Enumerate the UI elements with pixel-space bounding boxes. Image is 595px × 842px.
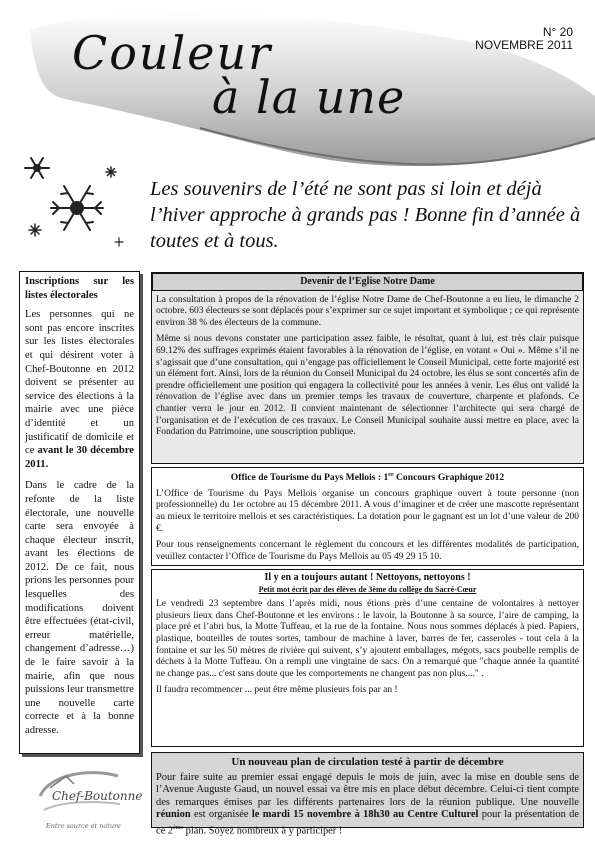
sidebar-paragraph-1 (25, 308, 134, 471)
article-church (151, 272, 584, 464)
article-tourism-paragraph-1: L’Office de Tourisme du Pays Mellois organise un concours graphique ouvert à toute personne (non professionnelle) du 1er octobre au 15 décembre 2011. A vous d’imaginer et de créer une mascotte représentant au mieux le territoire mellois et ses caractéristiques. La dotation pour le gagnant est un lot d’une valeur de 200 €. (156, 488, 579, 534)
sidebar-deadline: avant le 30 décembre 2011. (25, 445, 134, 470)
logo-tagline: Entre source et nature (46, 822, 121, 830)
sidebar-electoral-box (19, 271, 140, 754)
article-cleanup-subtitle: Petit mot écrit par des élèves de 3ème du collège du Sacré-Cœur (258, 584, 477, 594)
article-traffic-text-d: plan. Soyez nombreux à y participer ! (183, 825, 343, 837)
article-traffic-text-a: Pour faire suite au premier essai engagé depuis le mois de juin, avec la mise en double sens de l’Avenue Auguste Gaud, un nouvel essai va être mis en place début décembre. Celui-ci tient compte des remarques émises par les différents partenaires lors de la réunion publique. Une nouvelle (156, 771, 579, 808)
article-cleanup-title: Il y en a toujours autant ! Nettoyons, nettoyons ! (264, 572, 471, 583)
article-traffic-text-b: est organisée (190, 809, 252, 821)
sidebar-paragraph-1-text: Les personnes qui ne sont pas encore inscrites sur les listes électorales et qui désirent voter à Chef-Boutonne en 2012 doivent se présenter au service des élections à la mairie avec une pièce d’identité et un justificatif de domicile et ce (25, 309, 134, 457)
article-traffic-paragraph (156, 772, 579, 838)
masthead-title-line1: Couleur (72, 26, 273, 80)
sidebar-title: Inscriptions sur les listes électorales (25, 276, 134, 301)
issue-number: N° 20 (542, 25, 573, 39)
article-traffic-plan (151, 752, 584, 837)
article-traffic-bold-a: réunion (156, 809, 191, 821)
article-traffic-sup: ème (173, 824, 184, 831)
snowflake-icon (15, 150, 127, 262)
intro-text: Les souvenirs de l’été ne sont pas si loin et déjà l’hiver approche à grands pas ! Bonne fin d’année à toutes et à tous. (150, 178, 581, 252)
article-cleanup-paragraph-2: Il faudra recommencer ... peut être même plusieurs fois par an ! (156, 685, 398, 696)
article-cleanup-paragraph-1: Le vendredi 23 septembre dans l’après midi, nous étions près d’une centaine de volontaires à nettoyer plusieurs lieux dans Chef-Boutonne et les environs : le lavoir, la Boutonne à sa source, l’aire de camping, la place pré et l’abri bus, la Motte Tuffeau, et la rue de la fontaine. Nous nous sommes déplacés à pied. Papiers, plastique, bouteilles de toutes sortes, tambour de machine à laver, barres de fer, casseroles - tout cela à la fontaine et sur les 50 mètres de rivière qui suivent, s’y ajoutent emballages, mégots, sacs poubelle remplis de déchets à la Motte Tuffeau. On a rempli une vingtaine de sacs. On a remarqué que "chaque année la quantité ne change pas... c'est sans doute que les comportements ne changent pas non plus...." . (156, 599, 579, 679)
article-tourism-title-main: Office de Tourisme du Pays Mellois : 1 (230, 472, 389, 484)
town-logo (30, 766, 143, 834)
article-church-title: Devenir de l’Eglise Notre Dame (152, 273, 583, 291)
article-tourism (151, 467, 584, 566)
article-church-paragraph-2: Même si nous devons constater une participation assez faible, le résultat, quant à lui, est très clair puisque 69.12% des suffrages exprimés étaient favorables à la rénovation de l’église, en votant « Oui ». Même s’il ne s’agissait que d’une consultation, qui n’engage pas officiellement le Conseil Municipal, cette forte majorité est un élément fort. Ainsi, lors de la réunion du Conseil Municipal du 24 octobre, les élus se sont concertés afin de prendre officiellement une position qui engagera la collectivité pour les années à venir. Les élus ont validé la rénovation de l’église avec dans un premier temps les travaux de couverture, charpente et plafonds. Ce chantier verra le jour en 2012. Il convient maintenant de sélectionner l’architecte qui sera chargé de l’organisation et de l’exécution de ces travaux. Le Conseil Municipal souhaite aussi mettre en place, avec la Fondation du Patrimoine, une souscription publique. (156, 334, 579, 438)
issue-info (475, 26, 573, 52)
article-tourism-title-rest: Concours Graphique 2012 (393, 472, 505, 484)
article-tourism-paragraph-2: Pour tous renseignements concernant le règlement du concours et les différentes modalités de participation, veuillez contacter l’Office de Tourisme du Pays Mellois au 05 49 29 15 10. (156, 540, 579, 562)
article-traffic-bold-b: le mardi 15 novembre à 18h30 au Centre Culturel (251, 809, 479, 821)
article-traffic-title: Un nouveau plan de circulation testé à partir de décembre (231, 756, 504, 768)
article-traffic-text-c: pour la présentation de ce 2 (156, 809, 579, 837)
article-tourism-title (156, 470, 579, 484)
masthead-title-line2: à la une (212, 70, 406, 124)
sidebar-paragraph-2: Dans le cadre de la refonte de la liste électorale, une nouvelle carte sera envoyée à chaque électeur inscrit, avant les élections de 2012. De ce fait, nous prions les personnes pour lesquelles des modifications doivent être effectuées (état-civil, erreur matérielle, changement d’adresse…) de le faire savoir à la mairie, afin que nous puissions leur transmettre une nouvelle carte correcte et à la bonne adresse. (25, 480, 134, 736)
logo-name: Chef-Boutonne (52, 789, 143, 803)
article-tourism-title-sup: er (388, 472, 394, 478)
issue-date: NOVEMBRE 2011 (475, 38, 573, 52)
article-church-paragraph-1: La consultation à propos de la rénovation de l’église Notre Dame de Chef-Boutonne a eu lieu, le dimanche 2 octobre. 603 électeurs se sont déplacés pour s’exprimer sur ce sujet important et symbolique ; ce qui représente environ 38 % des électeurs de la commune. (156, 294, 579, 328)
article-cleanup (151, 569, 584, 747)
